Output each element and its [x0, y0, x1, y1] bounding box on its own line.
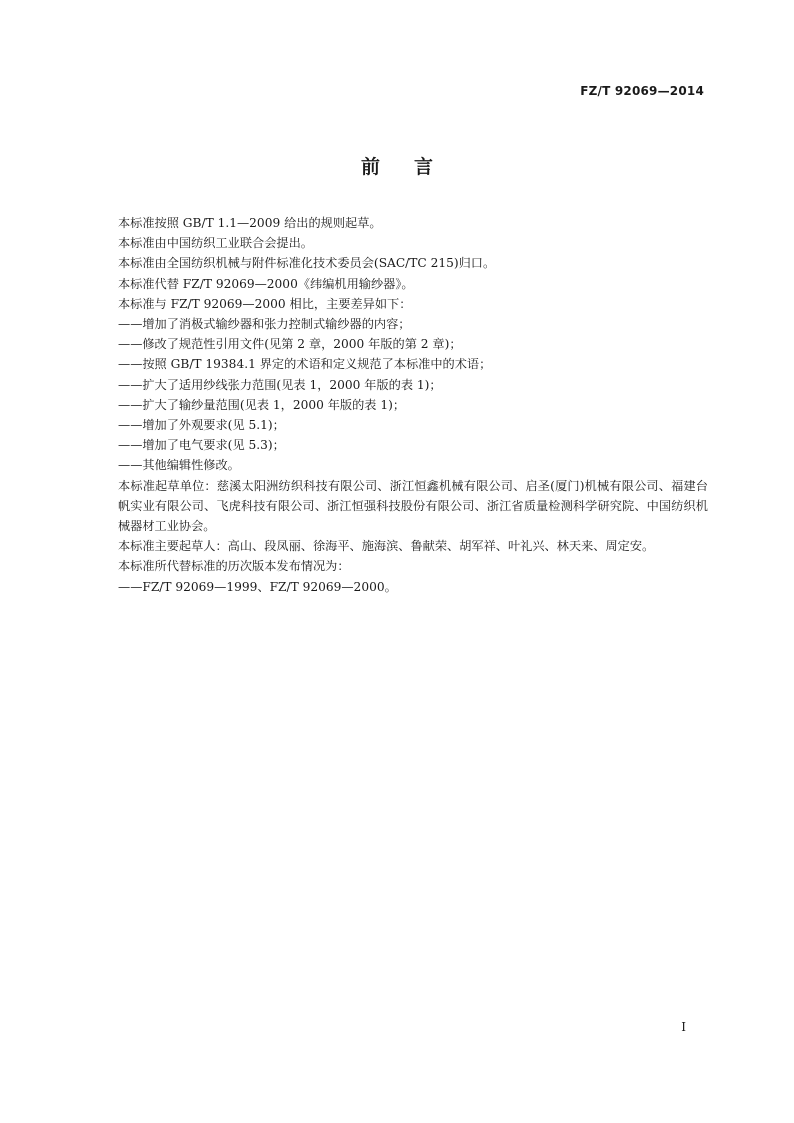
list-item: ——按照 GB/T 19384.1 界定的术语和定义规范了本标准中的术语；	[118, 357, 492, 372]
list-item: ——增加了电气要求(见 5.3)；	[118, 438, 285, 453]
list-item: ——FZ/T 92069—1999、FZ/T 92069—2000。	[118, 579, 397, 594]
foreword-body	[90, 213, 708, 597]
list-item: ——增加了外观要求(见 5.1)；	[118, 418, 285, 433]
list-item: ——其他编辑性修改。	[118, 458, 240, 473]
paragraph-proposer: 本标准由中国纺织工业联合会提出。	[118, 236, 313, 251]
paragraph-differences-intro: 本标准与 FZ/T 92069—2000 相比，主要差异如下：	[118, 296, 412, 311]
page-title: 前言	[360, 156, 467, 178]
list-item: ——修改了规范性引用文件(见第 2 章，2000 年版的第 2 章)；	[118, 337, 462, 352]
list-item: ——扩大了输纱量范围(见表 1，2000 年版的表 1)；	[118, 397, 406, 412]
list-item: ——增加了消极式输纱器和张力控制式输纱器的内容；	[118, 317, 411, 332]
paragraph-drafting-units: 本标准起草单位：慈溪太阳洲纺织科技有限公司、浙江恒鑫机械有限公司、启圣(厦门)机械有限公司、福建台帆实业有限公司、飞虎科技有限公司、浙江恒强科技股份有限公司、浙江省质量检测科学研究院、中国纺织机械器材工业协会。	[118, 478, 708, 534]
list-item: ——扩大了适用纱线张力范围(见表 1，2000 年版的表 1)；	[118, 377, 442, 392]
standard-code: FZ/T 92069—2014	[580, 84, 704, 98]
page-number: I	[681, 1020, 686, 1034]
paragraph-history-intro: 本标准所代替标准的历次版本发布情况为：	[118, 559, 350, 574]
paragraph-replaces: 本标准代替 FZ/T 92069—2000《纬编机用输纱器》。	[118, 276, 414, 291]
paragraph-administration: 本标准由全国纺织机械与附件标准化技术委员会(SAC/TC 215)归口。	[118, 256, 496, 271]
paragraph-drafting-rules: 本标准按照 GB/T 1.1—2009 给出的规则起草。	[118, 216, 382, 230]
paragraph-drafters: 本标准主要起草人：高山、段凤丽、徐海平、施海滨、鲁献荣、胡军祥、叶礼兴、林天来、周定安。	[118, 539, 655, 554]
